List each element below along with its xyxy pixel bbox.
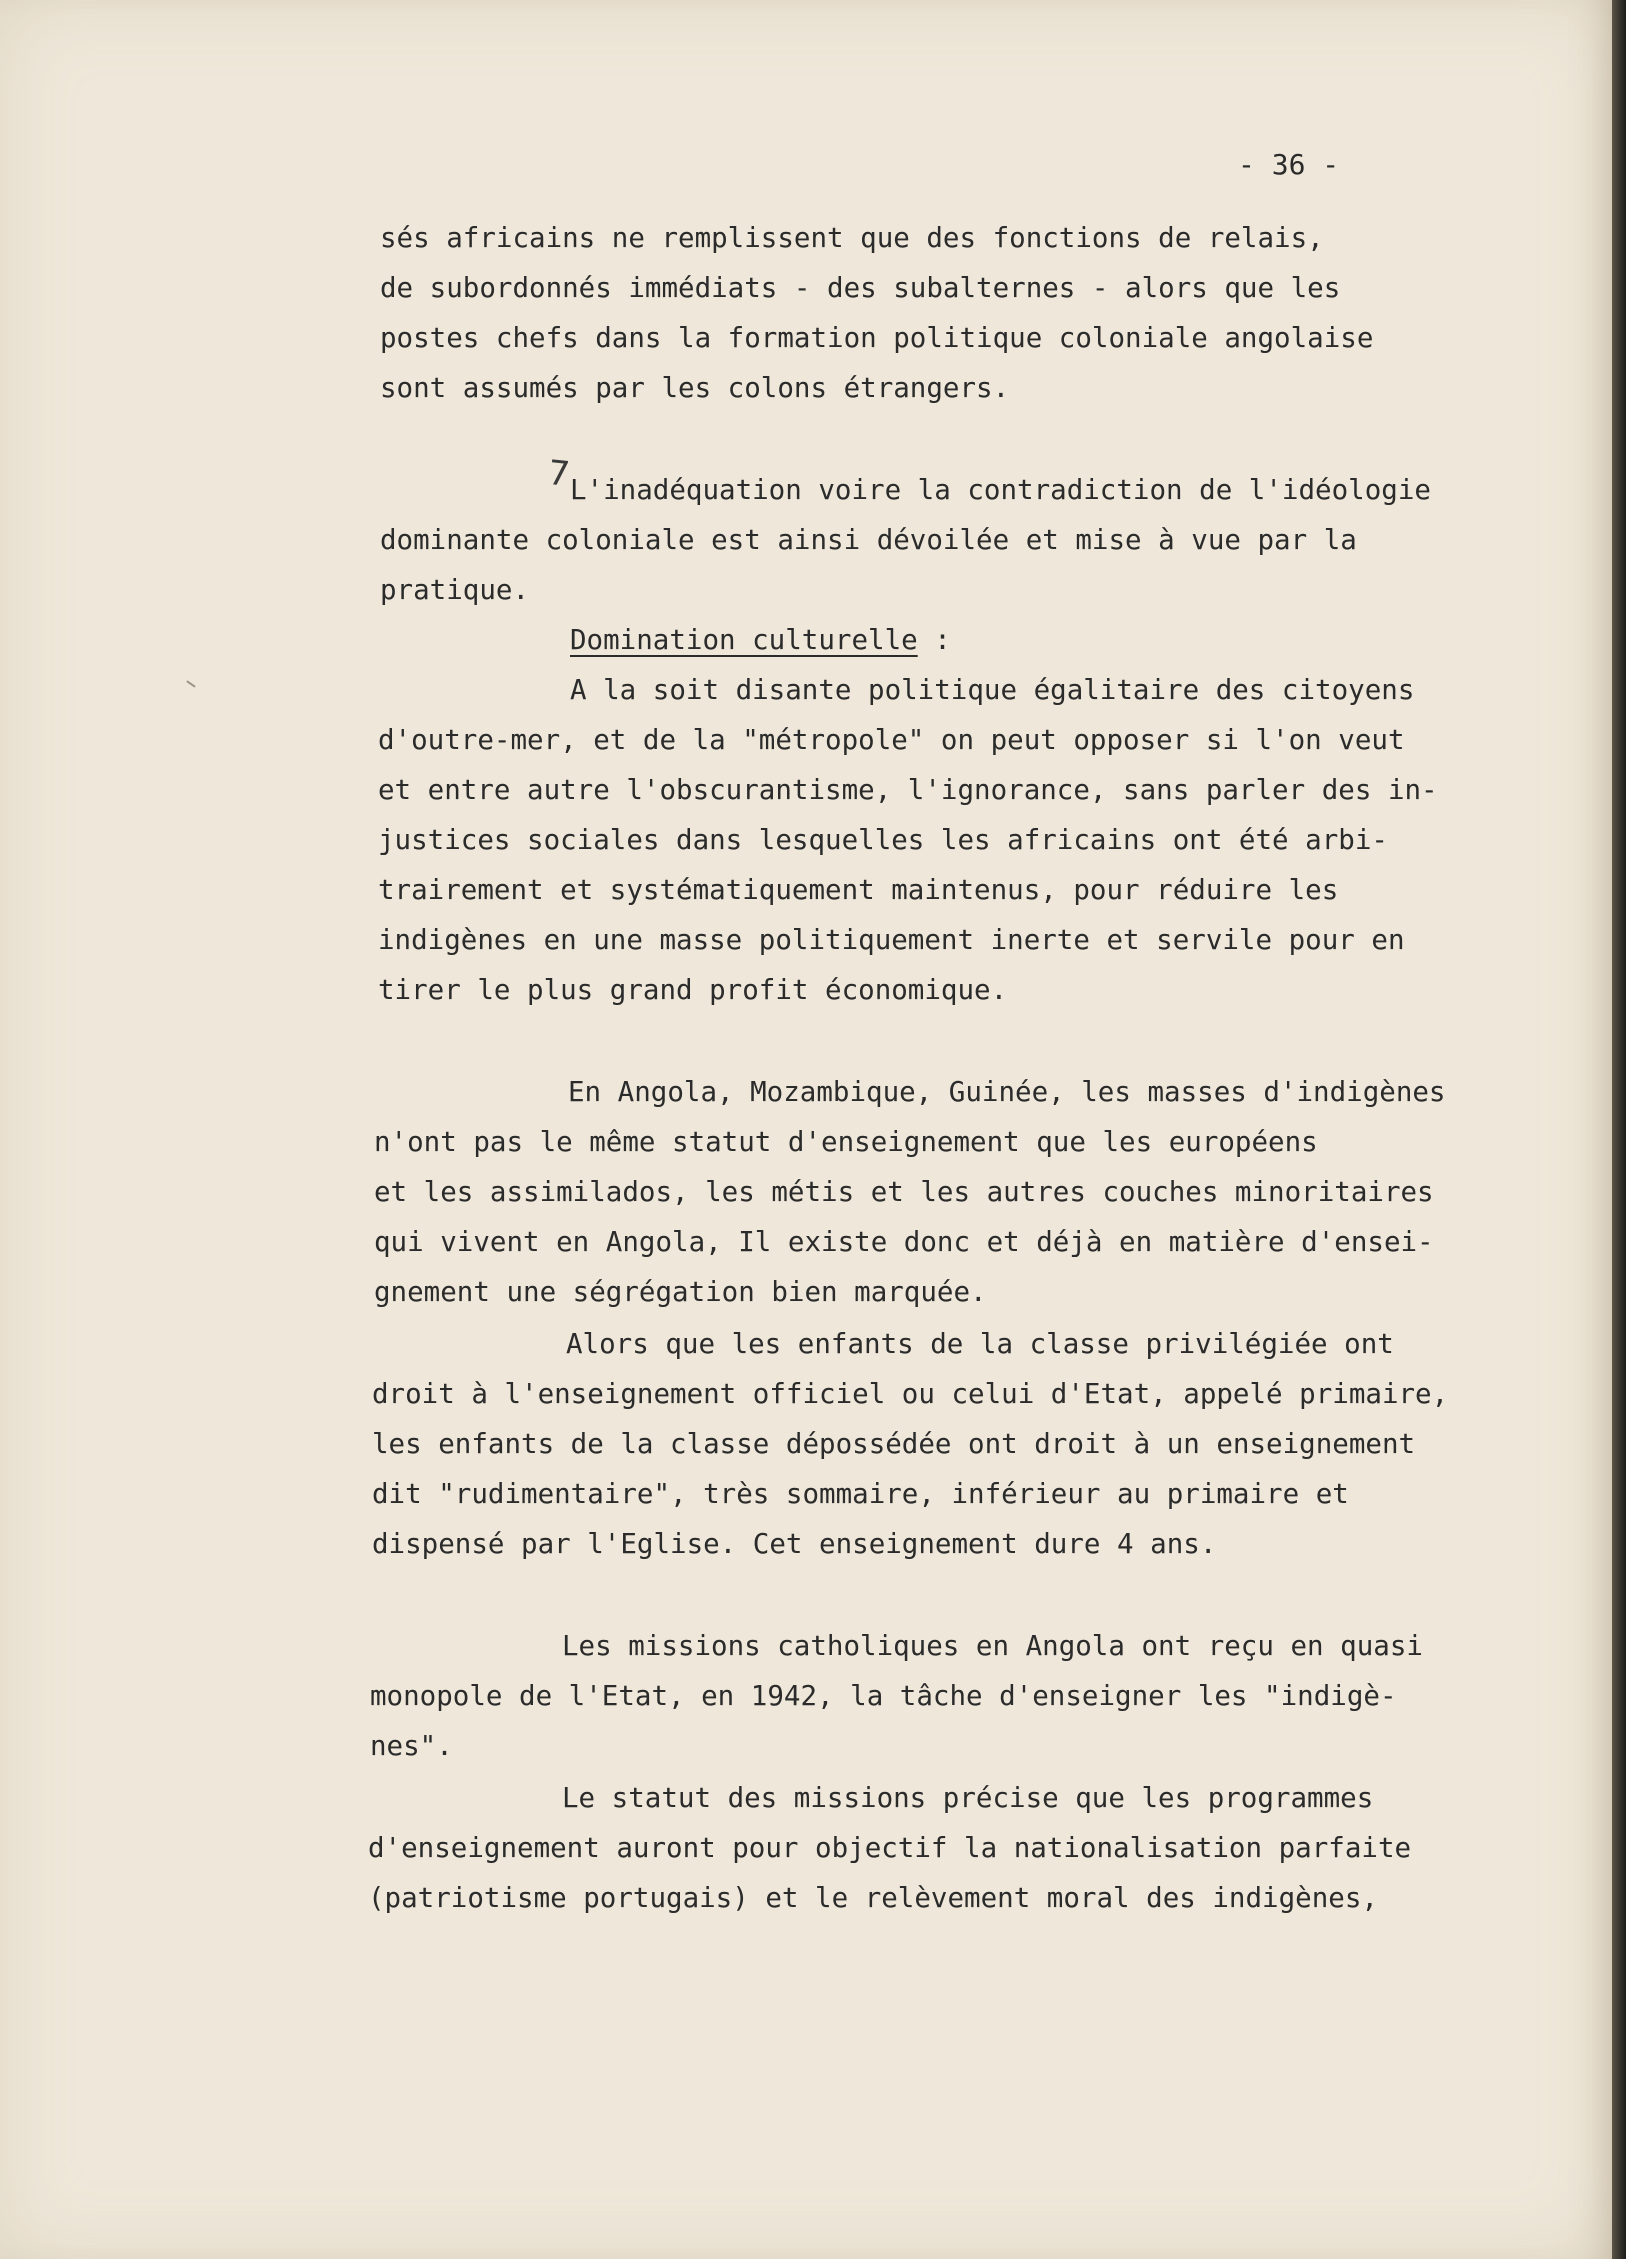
text-line: sont assumés par les colons étrangers. xyxy=(380,372,1010,404)
text-line: postes chefs dans la formation politique coloniale angolaise xyxy=(380,322,1374,354)
text-line: et entre autre l'obscurantisme, l'ignorance, sans parler des in- xyxy=(378,774,1438,806)
text-line: dominante coloniale est ainsi dévoilée et mise à vue par la xyxy=(380,524,1357,556)
text-line: d'outre-mer, et de la "métropole" on peut opposer si l'on veut xyxy=(378,724,1405,756)
margin-mark: 7 xyxy=(545,452,572,496)
page-edge-shadow xyxy=(1612,0,1626,2259)
paper-speck xyxy=(186,680,195,687)
text-line: trairement et systématiquement maintenus, pour réduire les xyxy=(378,874,1339,906)
text-line: Alors que les enfants de la classe privilégiée ont xyxy=(566,1328,1394,1360)
text-line: nes". xyxy=(370,1730,453,1762)
text-line: pratique. xyxy=(380,574,530,606)
text-line: n'ont pas le même statut d'enseignement que les européens xyxy=(374,1126,1318,1158)
text-line: indigènes en une masse politiquement inerte et servile pour en xyxy=(378,924,1405,956)
text-line: A la soit disante politique égalitaire des citoyens xyxy=(570,674,1415,706)
text-line: tirer le plus grand profit économique. xyxy=(378,974,1008,1006)
text-line: gnement une ségrégation bien marquée. xyxy=(374,1276,987,1308)
text-line: L'inadéquation voire la contradiction de l'idéologie xyxy=(570,474,1431,506)
text-line: dispensé par l'Eglise. Cet enseignement dure 4 ans. xyxy=(372,1528,1217,1560)
text-line: les enfants de la classe dépossédée ont droit à un enseignement xyxy=(372,1428,1416,1460)
text-line: monopole de l'Etat, en 1942, la tâche d'enseigner les "indigè- xyxy=(370,1680,1397,1712)
text-line: justices sociales dans lesquelles les africains ont été arbi- xyxy=(378,824,1388,856)
text-line: qui vivent en Angola, Il existe donc et déjà en matière d'ensei- xyxy=(374,1226,1434,1258)
section-heading-title: Domination culturelle xyxy=(570,624,918,656)
text-line: Les missions catholiques en Angola ont reçu en quasi xyxy=(562,1630,1423,1662)
text-line: de subordonnés immédiats - des subalternes - alors que les xyxy=(380,272,1341,304)
text-line: Le statut des missions précise que les programmes xyxy=(562,1782,1374,1814)
text-line: (patriotisme portugais) et le relèvement moral des indigènes, xyxy=(368,1882,1378,1914)
text-line: En Angola, Mozambique, Guinée, les masses d'indigènes xyxy=(568,1076,1446,1108)
text-line: d'enseignement auront pour objectif la nationalisation parfaite xyxy=(368,1832,1412,1864)
section-heading-colon: : xyxy=(917,624,951,656)
text-line: droit à l'enseignement officiel ou celui d'Etat, appelé primaire, xyxy=(372,1378,1449,1410)
text-line: et les assimilados, les métis et les autres couches minoritaires xyxy=(374,1176,1434,1208)
section-heading xyxy=(570,620,951,660)
text-line: sés africains ne remplissent que des fonctions de relais, xyxy=(380,222,1324,254)
text-line: dit "rudimentaire", très sommaire, inférieur au primaire et xyxy=(372,1478,1349,1510)
page-number: - 36 - xyxy=(1238,148,1340,181)
